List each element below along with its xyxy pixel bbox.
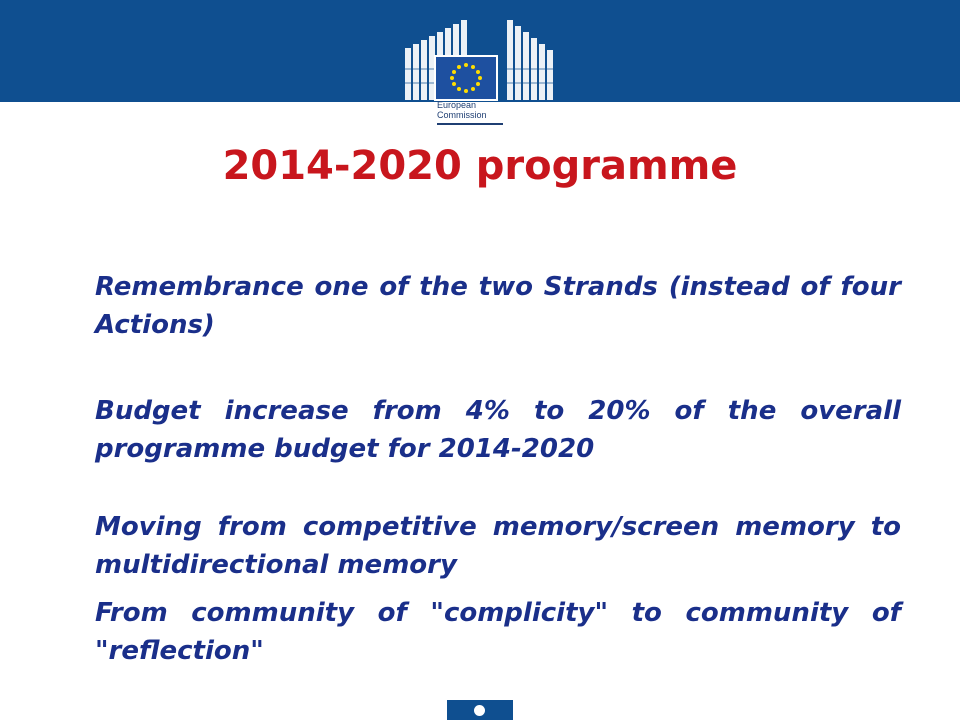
logo-caption-line1: European bbox=[437, 100, 477, 110]
bullet-item: Budget increase from 4% to 20% of the overall programme budget for 2014-2020 bbox=[95, 396, 901, 464]
footer-flag-tab bbox=[447, 700, 513, 720]
bullet-item: Moving from competitive memory/screen memory to multidirectional memory bbox=[95, 512, 901, 580]
logo-caption bbox=[437, 100, 547, 120]
logo-caption-line2: Commission bbox=[437, 110, 487, 120]
bullet-item: Remembrance one of the two Strands (instead of four Actions) bbox=[95, 272, 901, 340]
slide-title: 2014-2020 programme bbox=[222, 143, 738, 189]
eu-flag-dot-icon bbox=[474, 705, 485, 716]
european-commission-logo-icon bbox=[395, 20, 565, 138]
bullet-list bbox=[95, 268, 901, 670]
bullet-item: From community of "complicity" to community of "reflection" bbox=[95, 598, 901, 666]
logo-underline bbox=[437, 123, 503, 125]
